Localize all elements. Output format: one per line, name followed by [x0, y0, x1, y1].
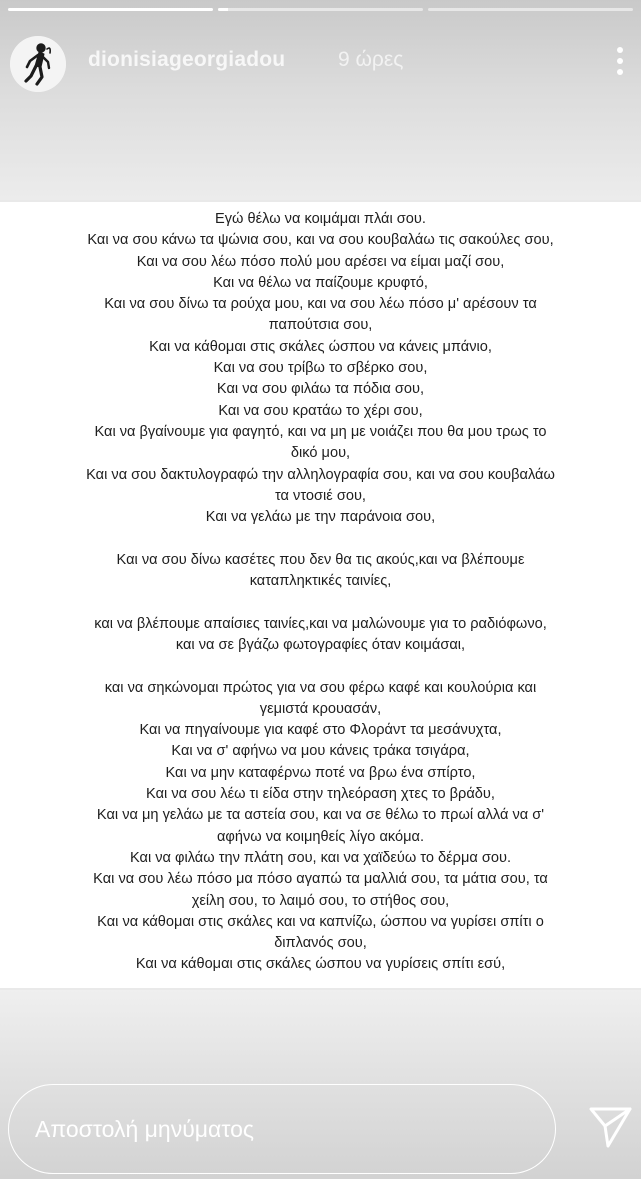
story-line: Και να κάθομαι στις σκάλες ώσπου να γυρίσεις σπίτι εσύ, — [135, 956, 506, 973]
story-line: Και να κάθομαι στις σκάλες ώσπου να κάνεις μπάνιο, — [149, 338, 492, 355]
story-line: Και να σου δίνω τα ρούχα μου, και να σου λέω πόσο μ' αρέσουν τα — [104, 296, 537, 313]
story-line: Και να πηγαίνουμε για καφέ στο Φλοράντ τα μεσάνυχτα, — [139, 722, 502, 739]
story-line: Και να σου φιλάω τα πόδια σου, — [216, 381, 425, 398]
story-line: τα ντοσιέ σου, — [275, 487, 366, 504]
story-line: Και να σου λέω τι είδα στην τηλεόραση χτες το βράδυ, — [146, 786, 495, 803]
story-blank-line — [16, 656, 625, 677]
story-time: 9 ώρες — [338, 48, 404, 71]
story-line: Και να σου τρίβω το σβέρκο σου, — [213, 360, 428, 377]
story-line: παπούτσια σου, — [268, 317, 373, 334]
story-line: Και να κάθομαι στις σκάλες και να καπνίζω, ώσπου να γυρίσει σπίτι ο — [97, 913, 544, 930]
story-line: Εγώ θέλω να κοιμάμαι πλάι σου. — [215, 211, 426, 227]
avatar-silhouette-icon — [10, 36, 66, 92]
avatar[interactable] — [10, 36, 66, 92]
story-line: αφήνω να κοιμηθείς λίγο ακόμα. — [216, 828, 425, 845]
story-line: διπλανός σου, — [274, 935, 367, 952]
story-progress-bar — [8, 8, 633, 11]
story-line: Και να θέλω να παίζουμε κρυφτό, — [213, 274, 428, 291]
story-line: Και να σου κρατάω το χέρι σου, — [218, 402, 423, 419]
progress-segment — [8, 8, 213, 11]
story-line: Και να σου λέω πόσο πολύ μου αρέσει να είμαι μαζί σου, — [136, 253, 505, 270]
story-line: καταπληκτικές ταινίες, — [249, 573, 392, 590]
story-line: και να βλέπουμε απαίσιες ταινίες,και να μαλώνουμε για το ραδιόφωνο, — [94, 615, 547, 632]
story-line: Και να σου δίνω κασέτες που δεν θα τις ακούς,και να βλέπουμε — [116, 551, 525, 568]
more-options-icon[interactable] — [610, 44, 630, 78]
story-line: χείλη σου, το λαιμό σου, το στήθος σου, — [191, 892, 450, 909]
story-username[interactable]: dionisiageorgiadou — [88, 48, 286, 71]
progress-segment — [428, 8, 633, 11]
progress-segment-fill — [218, 8, 228, 11]
story-blank-line — [16, 592, 625, 613]
story-line: και να σηκώνομαι πρώτος για να σου φέρω καφέ και κουλούρια και — [104, 679, 537, 696]
send-icon — [584, 1100, 636, 1152]
story-line: Και να γελάω με την παράνοια σου, — [205, 509, 436, 526]
send-message-input[interactable] — [8, 1084, 556, 1174]
story-line: Και να σου κάνω τα ψώνια σου, και να σου κουβαλάω τις σακούλες σου, — [87, 232, 554, 249]
story-line: Και να σ' αφήνω να μου κάνεις τράκα τσιγάρα, — [171, 743, 470, 760]
story-line: γεμιστά κρουασάν, — [259, 700, 382, 717]
story-line: δικό μου, — [290, 445, 351, 462]
story-line: Και να βγαίνουμε για φαγητό, και να μη με νοιάζει που θα μου τρως το — [94, 423, 547, 440]
header-gradient — [0, 0, 641, 200]
story-line: και να σε βγάζω φωτογραφίες όταν κοιμάσαι, — [175, 636, 466, 653]
send-button[interactable] — [584, 1100, 636, 1152]
progress-segment — [218, 8, 423, 11]
story-line: Και να φιλάω την πλάτη σου, και να χαϊδεύω το δέρμα σου. — [129, 849, 512, 866]
story-blank-line — [16, 528, 625, 549]
story-text — [16, 209, 625, 976]
story-line: Και να σου λέω πόσο μα πόσο αγαπώ τα μαλλιά σου, τα μάτια σου, τα — [93, 871, 548, 888]
story-line: Και να σου δακτυλογραφώ την αλληλογραφία σου, και να σου κουβαλάω — [86, 466, 555, 483]
story-text-card — [0, 202, 641, 988]
story-line: Και να μη γελάω με τα αστεία σου, και να σε θέλω το πρωί αλλά να σ' — [96, 807, 545, 824]
story-line: Και να μην καταφέρνω ποτέ να βρω ένα σπίρτο, — [165, 764, 476, 781]
